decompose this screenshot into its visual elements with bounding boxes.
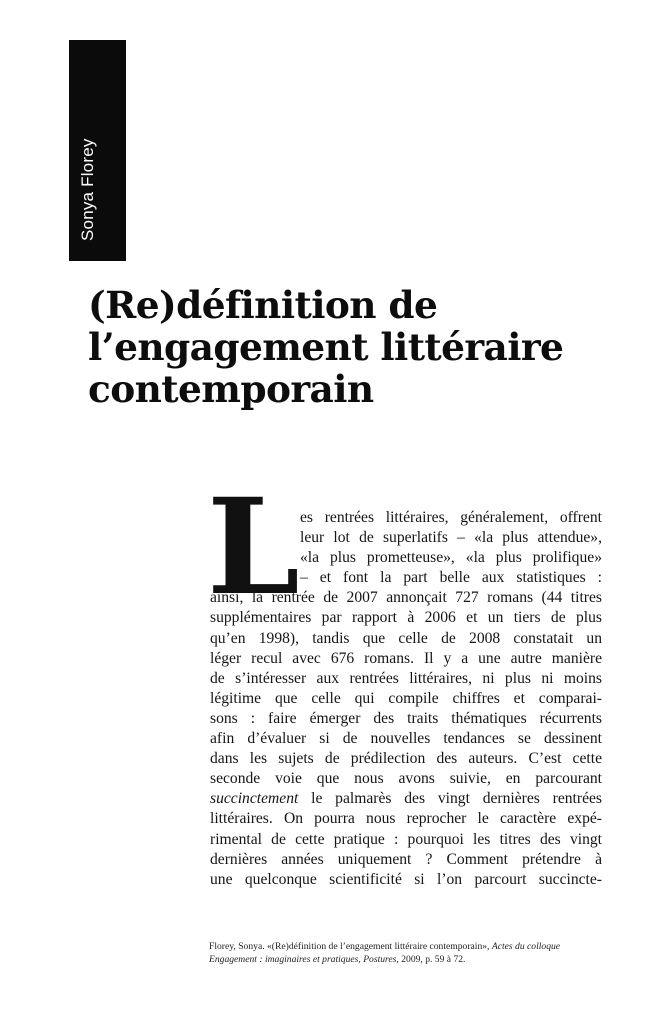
footnote-italic: Actes du colloque	[491, 941, 561, 952]
body-line: légitime que celle qui compile chiffres et comparai-	[210, 689, 602, 707]
italic-word: succinctement	[210, 790, 299, 808]
body-line: littéraires. On pourra nous reprocher le caractère expé-	[210, 810, 602, 828]
footnote-italic: Engagement : imaginaires et pratiques, Postures	[209, 954, 397, 965]
body-line: seconde voie que nous avons suivie, en parcourant	[210, 770, 602, 788]
body-text	[210, 508, 602, 890]
body-line: rimental de cette pratique : pourquoi les titres des vingt	[210, 830, 602, 848]
footnote-line	[209, 953, 649, 966]
body-line: une quelconque scientificité si l’on parcourt succincte-	[210, 870, 602, 888]
body-line: ainsi, la rentrée de 2007 annonçait 727 romans (44 titres	[210, 589, 602, 607]
body-line: afin d’évaluer si de nouvelles tendances se dessinent	[210, 730, 602, 748]
body-line: sons : faire émerger des traits thématiques récurrents	[210, 709, 602, 727]
body-line: – et font la part belle aux statistiques :	[300, 569, 602, 587]
author-tab	[69, 40, 126, 261]
footnote-text: Florey, Sonya. «(Re)définition de l’engagement littéraire contemporain»,	[209, 941, 492, 952]
body-line: supplémentaires par rapport à 2006 et un tiers de plus	[210, 609, 602, 627]
body-line: dernières années uniquement ? Comment prétendre à	[210, 850, 602, 868]
title-line: l’engagement littéraire	[88, 325, 564, 369]
body-line: es rentrées littéraires, généralement, offrent	[300, 509, 602, 526]
body-line: dans les sujets de prédilection des auteurs. C’est cette	[210, 750, 602, 768]
body-line: leur lot de superlatifs – «la plus attendue»,	[300, 529, 602, 547]
title-line: (Re)définition de	[88, 283, 438, 327]
body-line: léger recul avec 676 romans. Il y a une autre manière	[210, 649, 602, 667]
body-line: qu’en 1998), tandis que celle de 2008 constatait un	[210, 629, 602, 647]
body-line: de s’intéresser aux rentrées littéraires, ni plus ni moins	[210, 669, 602, 687]
article-title	[88, 284, 648, 410]
body-line-rest: le palmarès des vingt dernières rentrées	[311, 790, 602, 808]
citation-footnote	[209, 940, 649, 966]
body-line: «la plus prometteuse», «la plus prolifique»	[300, 549, 602, 567]
footnote-line	[209, 940, 649, 953]
drop-cap: L	[207, 470, 300, 625]
author-name: Sonya Florey	[77, 138, 97, 241]
footnote-text: , 2009, p. 59 à 72.	[396, 954, 466, 965]
body-line-with-italic	[210, 789, 602, 809]
title-line: contemporain	[88, 367, 374, 411]
